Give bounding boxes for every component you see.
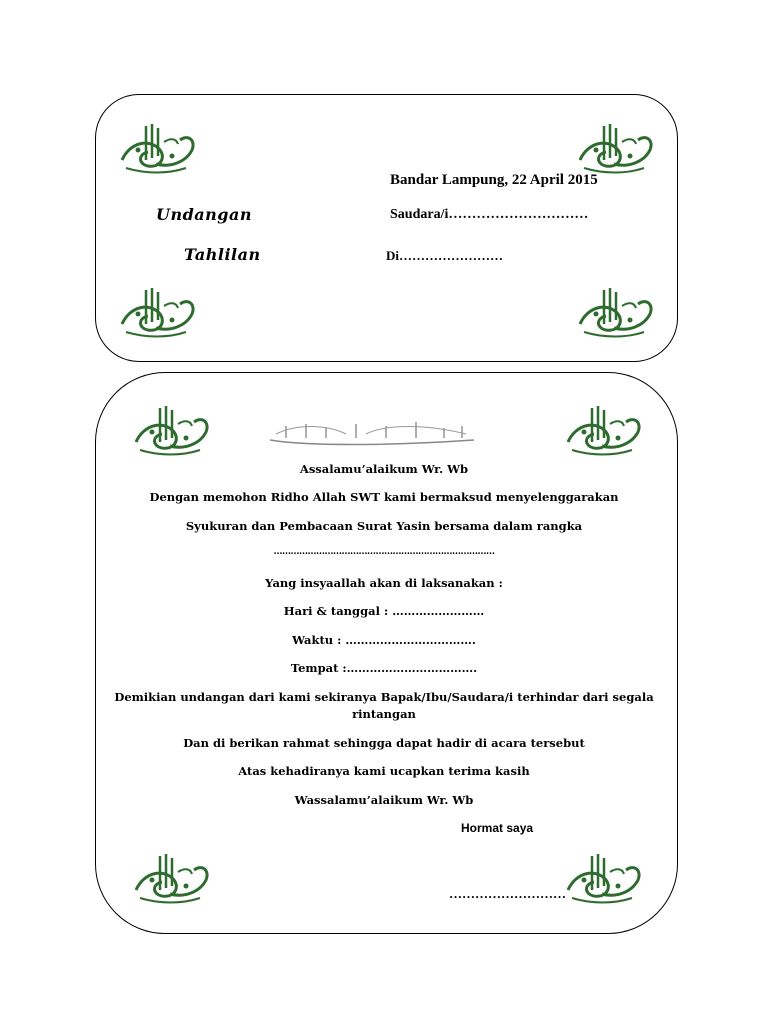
closing-line-1a: Demikian undangan dari kami sekiranya Bapak/Ibu/Saudara/i terhindar dari segala bbox=[114, 690, 654, 704]
arabic-calligraphy-ornament-icon bbox=[130, 402, 212, 458]
day-date-field: Hari & tanggal : …………………… bbox=[283, 604, 485, 618]
arabic-calligraphy-ornament-icon bbox=[116, 284, 198, 340]
thanks-line: Atas kehadiranya kami ucapkan terima kasih bbox=[238, 764, 530, 778]
time-field: Waktu : ……………………………. bbox=[292, 633, 476, 647]
title-line-2: Tahlilan bbox=[184, 245, 261, 264]
signoff: Hormat saya bbox=[461, 821, 534, 835]
intro-line-2: Syukuran dan Pembacaan Surat Yasin bersama dalam rangka bbox=[185, 519, 583, 533]
place-field: Tempat :……………………………. bbox=[290, 661, 478, 675]
closing-line-2: Dan di berikan rahmat sehingga dapat hadir di acara tersebut bbox=[183, 736, 585, 750]
schedule-intro: Yang insyaallah akan di laksanakan : bbox=[265, 576, 503, 590]
intro-line-1: Dengan memohon Ridho Allah SWT kami bermaksud menyelenggarakan bbox=[149, 490, 619, 504]
place-date: Bandar Lampung, 22 April 2015 bbox=[390, 172, 598, 188]
arabic-calligraphy-ornament-icon bbox=[574, 284, 656, 340]
signature-blank: ……………………… bbox=[449, 886, 566, 901]
recipient-field: Saudara/i………………………… bbox=[390, 207, 589, 222]
title-line-1: Undangan bbox=[156, 205, 252, 224]
bismillah-calligraphy bbox=[266, 418, 478, 448]
farewell: Wassalamu’alaikum Wr. Wb bbox=[294, 793, 474, 807]
arabic-calligraphy-ornament-icon bbox=[116, 120, 198, 176]
closing-line-1b: rintangan bbox=[352, 707, 416, 721]
occasion-blank: …………………………………………………………………… bbox=[273, 547, 495, 557]
arabic-calligraphy-ornament-icon bbox=[574, 120, 656, 176]
arabic-calligraphy-ornament-icon bbox=[562, 402, 644, 458]
arabic-calligraphy-ornament-icon bbox=[562, 850, 644, 906]
address-field: Di…………………… bbox=[386, 248, 503, 263]
arabic-calligraphy-ornament-icon bbox=[130, 850, 212, 906]
greeting: Assalamu’alaikum Wr. Wb bbox=[299, 462, 469, 476]
